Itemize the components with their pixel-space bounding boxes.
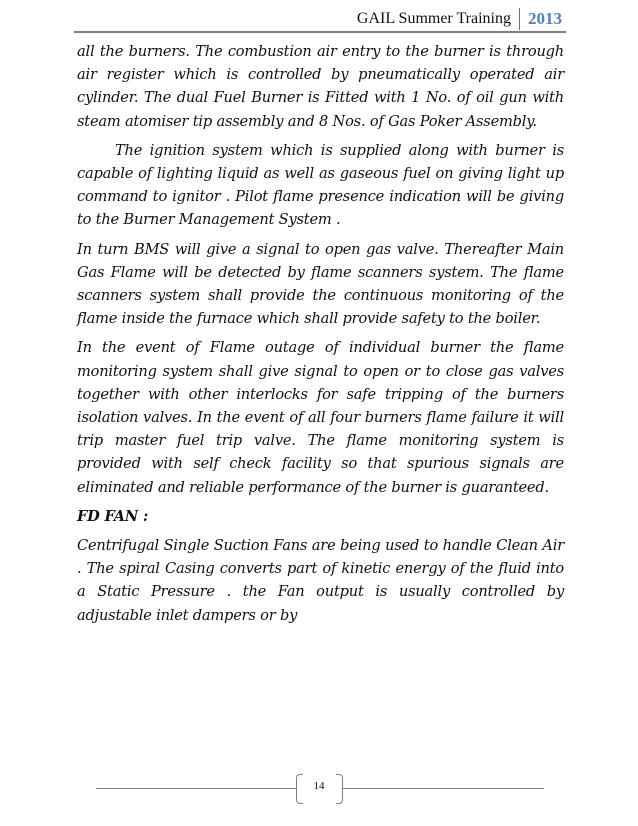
header-year: 2013 bbox=[528, 9, 562, 28]
footer-bracket-left bbox=[296, 774, 303, 804]
paragraph-burner-air-entry: all the burners. The combustion air entry to the burner is through air register which is controlled by pneumatically operated air cylinder. The dual Fuel Burner is Fitted with 1 No. of oil gun with steam atomiser tip assembly and 8 Nos. of Gas Poker Assembly. bbox=[77, 43, 564, 130]
section-heading-fd-fan: FD FAN : bbox=[77, 507, 149, 525]
footer-rule-right bbox=[343, 788, 544, 789]
page-header bbox=[357, 8, 562, 30]
header-rule bbox=[74, 31, 566, 33]
paragraph-bms-signal: In turn BMS will give a signal to open gas valve. Thereafter Main Gas Flame will be detected by flame scanners system. The flame scanners system shall provide the continuous monitoring of the flame inside the furnace which shall provide safety to the boiler. bbox=[77, 240, 564, 328]
page-body bbox=[77, 40, 564, 633]
paragraph-ignition-system: The ignition system which is supplied along with burner is capable of lighting liquid as well as gaseous fuel on giving light up command to ignitor . Pilot flame presence indication will be giving to the Burner Management System . bbox=[77, 141, 564, 229]
paragraph-centrifugal-fans: Centrifugal Single Suction Fans are being used to handle Clean Air . The spiral Casing converts part of kinetic energy of the fluid into a Static Pressure . the Fan output is usually controlled by adjustable inlet dampers or by bbox=[77, 537, 564, 624]
header-title: GAIL Summer Training bbox=[357, 8, 520, 30]
paragraph-flame-outage: In the event of Flame outage of individual burner the flame monitoring system shall give signal to open or to close gas valves together with other interlocks for safe tripping of the burners isolation valves. In the event of all four burners flame failure it will trip master fuel trip valve. The flame monitoring system is provided with self check facility so that spurious signals are eliminated and reliable performance of the burner is guaranteed. bbox=[77, 339, 564, 496]
footer-bracket-right bbox=[336, 774, 343, 804]
page-number: 14 bbox=[313, 780, 325, 792]
footer-rule-left bbox=[96, 788, 296, 789]
